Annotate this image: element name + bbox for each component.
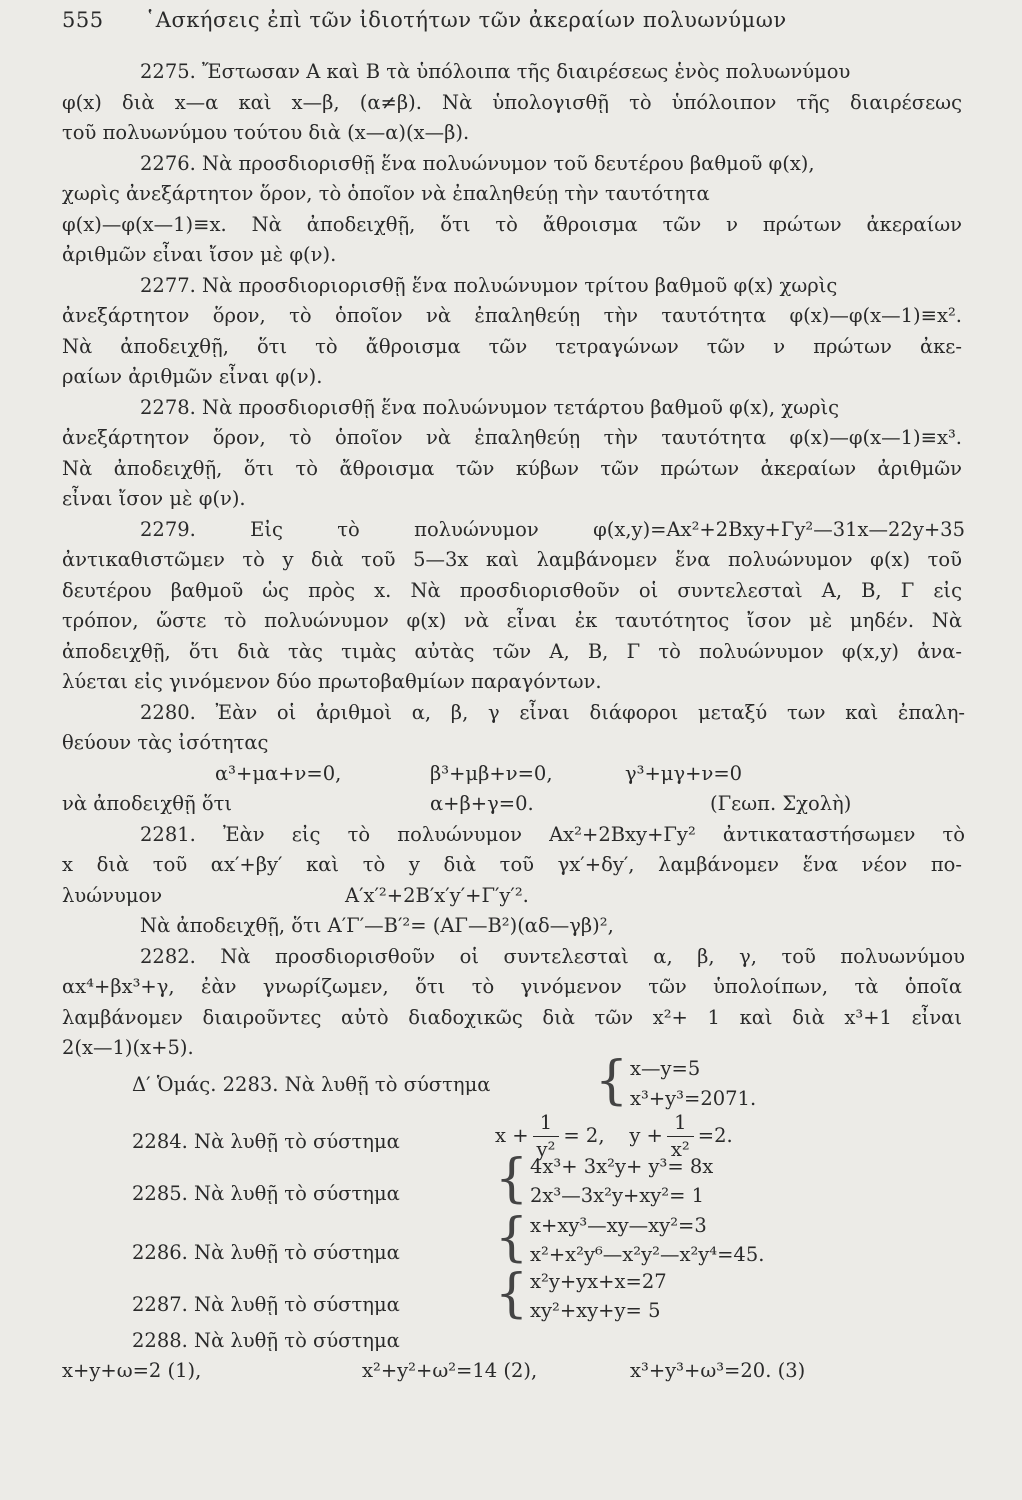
text-line: δευτέρου βαθμοῦ ὡς πρὸς x. Νὰ προσδιορισθοῦν οἱ συντελεσταὶ Α, Β, Γ εἰς [62,579,962,602]
text-line: φ(x)—φ(x—1)≡x. Νὰ ἀποδειχθῇ, ὅτι τὸ ἄθροισμα τῶν ν πρώτων ἀκεραίων [62,213,962,236]
equation: x+xy³—xy—xy²=3 [530,1214,707,1237]
text-line: τοῦ πολυωνύμου τούτου διὰ (x—α)(x—β). [62,121,470,144]
equation: x—y=5 [630,1057,701,1080]
problem-2285-label: 2285. Νὰ λυθῇ τὸ σύστημα [132,1182,400,1205]
text-line: φ(x) διὰ x—α καὶ x—β, (α≠β). Νὰ ὑπολογισθῇ τὸ ὑπόλοιπον τῆς διαιρέσεως [62,91,962,114]
text-line: εἶναι ἴσον μὲ φ(ν). [62,487,246,510]
text-line: αx⁴+βx³+γ, ἐὰν γνωρίζωμεν, ὅτι τὸ γινόμενον τῶν ὑπολοίπων, τὰ ὁποῖα [62,975,962,998]
source-citation: (Γεωπ. Σχολὴ) [710,792,852,815]
equation-2280-c: γ³+μγ+ν=0 [625,762,743,785]
problem-2284-label: 2284. Νὰ λυθῇ τὸ σύστημα [132,1130,400,1153]
equation: x+y+ω=2 (1), [62,1359,202,1382]
equation-2280-b: β³+μβ+ν=0, [430,762,553,785]
text-line: Νὰ ἀποδειχθῇ, ὅτι τὸ ἄθροισμα τῶν τετραγώνων τῶν ν πρώτων ἀκε- [62,335,962,358]
brace-icon: { [495,1264,529,1324]
brace-icon: { [595,1051,629,1111]
problem-2288-label: 2288. Νὰ λυθῇ τὸ σύστημα [132,1329,400,1352]
equation-part: y + [629,1124,663,1147]
text-line: 2276. Νὰ προσδιορισθῇ ἕνα πολυώνυμον τοῦ δευτέρου βαθμοῦ φ(x), [140,152,815,175]
text-line: ἀνεξάρτητον ὅρον, τὸ ὁποῖον νὰ ἐπαληθεύῃ τὴν ταυτότητα φ(x)—φ(x—1)≡x². [62,304,962,327]
equation-2280-lead: νὰ ἀποδειχθῇ ὅτι [62,792,233,815]
text-line: 2281. Ἐὰν εἰς τὸ πολυώνυμον Ax²+2Bxy+Γy² ἀντικαταστήσωμεν τὸ [140,823,965,846]
equation-part: =2. [697,1124,733,1147]
text-line: λύεται εἰς γινόμενον δύο πρωτοβαθμίων παραγόντων. [62,670,602,693]
text-line: 2282. Νὰ προσδιορισθοῦν οἱ συντελεσταὶ α, β, γ, τοῦ πολυωνύμου [140,945,965,968]
text-line: 2279. Εἰς τὸ πολυώνυμον φ(x,y)=Ax²+2Bxy+Γy²—31x—22y+35 [140,518,965,541]
equation-part: x + [495,1124,529,1147]
equation-2281: Α′x′²+2Β′x′y′+Γ′y′². [345,884,529,907]
text-line: θεύουν τὰς ἰσότητας [62,731,269,754]
page-header [62,8,787,32]
page-number: 555 [62,8,104,32]
text-line: 2(x—1)(x+5). [62,1036,194,1059]
numerator: 1 [533,1110,560,1137]
equation-2280-result: α+β+γ=0. [430,792,534,815]
problem-2283-label: Δ′ Ὁμάς. 2283. Νὰ λυθῇ τὸ σύστημα [132,1073,491,1096]
equation: xy²+xy+y= 5 [530,1299,661,1322]
denominator: x² [670,1138,690,1161]
numerator: 1 [667,1110,694,1137]
brace-icon: { [495,1149,529,1209]
text-line: x διὰ τοῦ αx′+βy′ καὶ τὸ y διὰ τοῦ γx′+δy′, λαμβάνομεν ἕνα νέον πο- [62,853,962,876]
text-line: τρόπον, ὥστε τὸ πολυώνυμον φ(x) νὰ εἶναι ἐκ ταυτότητος ἴσον μὲ μηδέν. Νὰ [62,609,962,632]
brace-icon: { [495,1208,529,1268]
text-line: 2277. Νὰ προσδιοριορισθῇ ἕνα πολυώνυμον τρίτου βαθμοῦ φ(x) χωρὶς [140,274,838,297]
text-line: ἀριθμῶν εἶναι ἴσον μὲ φ(ν). [62,243,337,266]
equation: x³+y³=2071. [630,1087,757,1110]
equation: x²y+yx+x=27 [530,1270,667,1293]
text-line: ἀνεξάρτητον ὅρον, τὸ ὁποῖον νὰ ἐπαληθεύῃ τὴν ταυτότητα φ(x)—φ(x—1)≡x³. [62,426,962,449]
running-title: ῾Ασκήσεις ἐπὶ τῶν ἰδιοτήτων τῶν ἀκεραίων πολυωνύμων [144,8,787,32]
equation-part: = 2, [563,1124,605,1147]
text-line: ραίων ἀριθμῶν εἶναι φ(ν). [62,365,323,388]
problem-2287-label: 2287. Νὰ λυθῇ τὸ σύστημα [132,1293,400,1316]
text-line: 2280. Ἐὰν οἱ ἀριθμοὶ α, β, γ εἶναι διάφοροι μεταξύ των καὶ ἐπαλη- [140,701,965,724]
equation: x²+y²+ω²=14 (2), [362,1359,538,1382]
text-line: χωρὶς ἀνεξάρτητον ὅρον, τὸ ὁποῖον νὰ ἐπαληθεύῃ τὴν ταυτότητα [62,182,710,205]
denominator: y² [536,1138,556,1161]
text-line: λυώνυμον [62,884,163,907]
equation: 2x³—3x²y+xy²= 1 [530,1184,705,1207]
text-line: ἀποδειχθῇ, ὅτι διὰ τὰς τιμὰς αὐτὰς τῶν Α, Β, Γ τὸ πολυώνυμον φ(x,y) ἀνα- [62,640,962,663]
text-line: 2278. Νὰ προσδιορισθῇ ἕνα πολυώνυμον τετάρτου βαθμοῦ φ(x), χωρὶς [140,396,840,419]
equation: x²+x²y⁶—x²y²—x²y⁴=45. [530,1243,765,1266]
equation: x³+y³+ω³=20. (3) [630,1359,806,1382]
text-line: ἀντικαθιστῶμεν τὸ y διὰ τοῦ 5—3x καὶ λαμβάνομεν ἕνα πολυώνυμον φ(x) τοῦ [62,548,962,571]
text-line: Νὰ ἀποδειχθῇ, ὅτι τὸ ἄθροισμα τῶν κύβων τῶν πρώτων ἀκεραίων ἀριθμῶν [62,457,962,480]
equation-2280-a: α³+μα+ν=0, [215,762,342,785]
text-line: λαμβάνομεν διαιροῦντες αὐτὸ διαδοχικῶς διὰ τῶν x²+ 1 καὶ διὰ x³+1 εἶναι [62,1006,962,1029]
problem-2286-label: 2286. Νὰ λυθῇ τὸ σύστημα [132,1241,400,1264]
text-line: Νὰ ἀποδειχθῇ, ὅτι Α′Γ′—Β′²= (ΑΓ—Β²)(αδ—γβ)², [140,914,614,937]
equation: 4x³+ 3x²y+ y³= 8x [530,1155,714,1178]
text-line: 2275. Ἔστωσαν Α καὶ Β τὰ ὑπόλοιπα τῆς διαιρέσεως ἑνὸς πολυωνύμου [140,60,851,83]
